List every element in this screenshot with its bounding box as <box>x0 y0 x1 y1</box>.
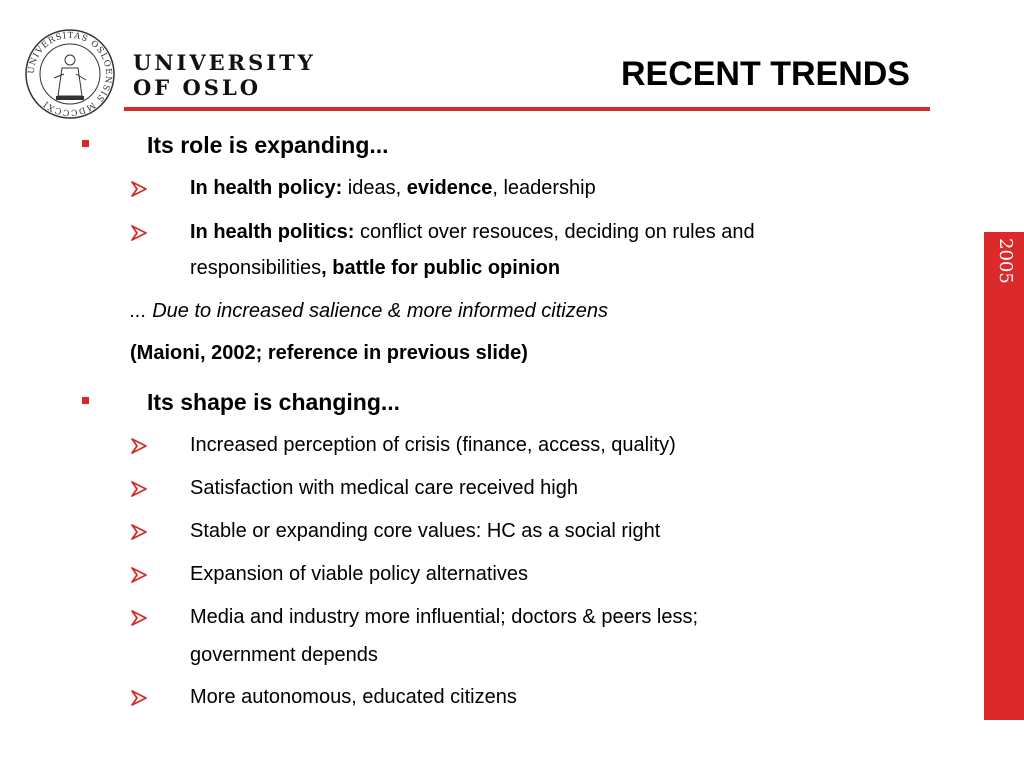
item2-text1: conflict over resouces, deciding on rules and <box>354 221 755 243</box>
section2-item: More autonomous, educated citizens <box>190 686 517 708</box>
section2-item-cont: government depends <box>190 644 378 666</box>
arrow-bullet-icon <box>130 437 148 455</box>
item2-line2: responsibilities <box>190 257 322 279</box>
section2-item: Stable or expanding core values: HC as a social right <box>190 520 661 542</box>
square-bullet-icon <box>82 397 89 404</box>
title-rule <box>124 107 930 111</box>
arrow-bullet-icon <box>130 224 148 242</box>
seal-text: UNIVERSITAS OSLOENSIS MDCCCXI <box>26 30 114 118</box>
arrow-bullet-icon <box>130 180 148 198</box>
section1-heading: Its role is expanding... <box>147 132 389 158</box>
item1-bold: In health policy: <box>190 177 343 199</box>
section1-item2 <box>190 221 755 244</box>
section2-heading: Its shape is changing... <box>147 389 401 415</box>
arrow-bullet-icon <box>130 609 148 627</box>
sidebar-year: 2005 <box>995 238 1016 284</box>
section2-item: Media and industry more influential; doctors & peers less; <box>190 606 699 628</box>
item1-text1: ideas, <box>342 177 407 199</box>
section1-reference: (Maioni, 2002; reference in previous slide) <box>130 342 528 364</box>
section1-note: ... Due to increased salience & more informed citizens <box>130 300 608 322</box>
page-title: RECENT TRENDS <box>620 55 910 93</box>
sidebar-band <box>984 232 1024 720</box>
logo-line2: OF OSLO <box>133 75 262 100</box>
section2-item: Expansion of viable policy alternatives <box>190 563 528 585</box>
section2-item: Satisfaction with medical care received high <box>190 477 578 499</box>
item2-bold: In health politics: <box>190 221 355 243</box>
square-bullet-icon <box>82 140 89 147</box>
item1-text2: , leadership <box>492 177 596 199</box>
university-seal-icon <box>24 28 116 120</box>
section2-item: Increased perception of crisis (finance, access, quality) <box>190 434 676 456</box>
item2-bold2: , battle for public opinion <box>321 257 561 279</box>
section1-item2-cont <box>190 257 560 280</box>
arrow-bullet-icon <box>130 689 148 707</box>
arrow-bullet-icon <box>130 480 148 498</box>
item1-bold2: evidence <box>406 177 493 199</box>
arrow-bullet-icon <box>130 566 148 584</box>
logo-line1: UNIVERSITY <box>133 50 316 75</box>
arrow-bullet-icon <box>130 523 148 541</box>
university-logo <box>133 50 316 100</box>
section1-item1 <box>190 177 596 200</box>
